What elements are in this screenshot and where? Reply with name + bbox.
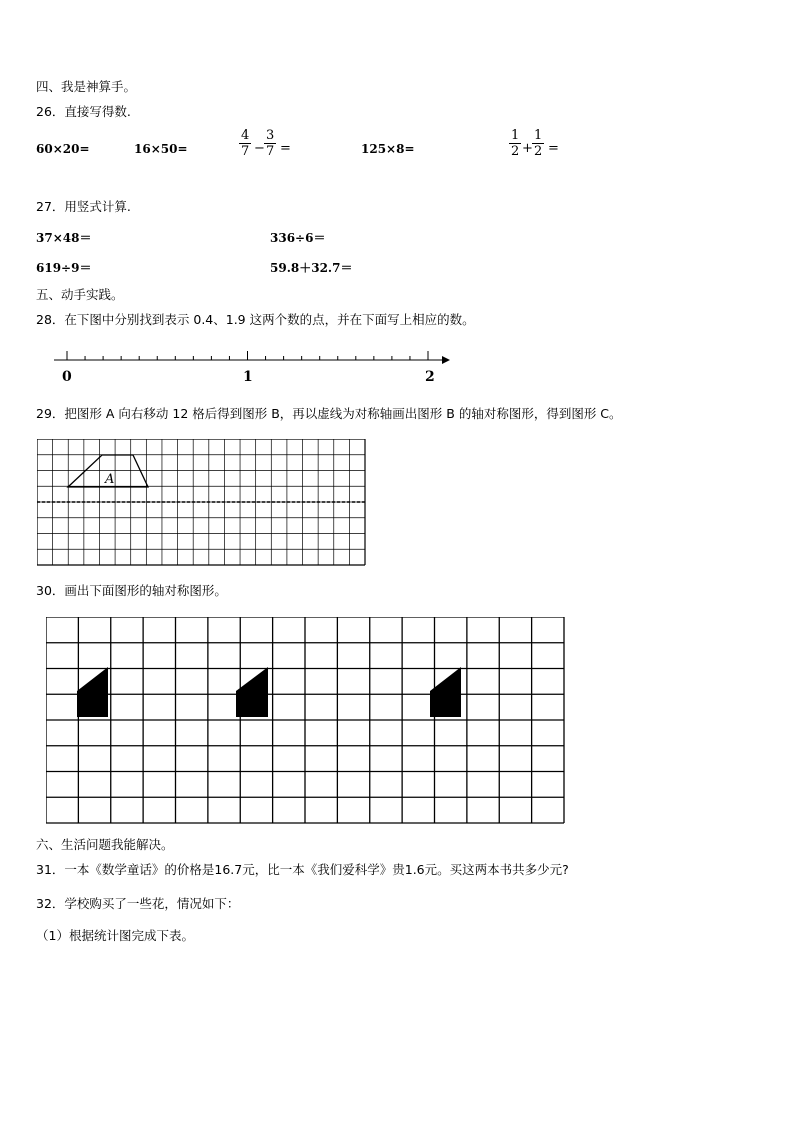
question-29-label: 29．把图形 A 向右移动 12 格后得到图形 B，再以虚线为对称轴画出图形 B 的轴对称图形，得到图形 C。	[36, 406, 622, 421]
denominator: 7	[241, 144, 250, 159]
question-27-label: 27．用竖式计算.	[36, 199, 131, 214]
denominator: 2	[511, 144, 520, 159]
grid-q29	[37, 439, 367, 567]
q26-fraction-2	[264, 128, 276, 159]
tick-label-1: 1	[243, 369, 253, 385]
denominator: 2	[534, 144, 543, 159]
q27-item: 37×48＝	[36, 231, 92, 245]
section-heading: 六、生活问题我能解决。	[36, 837, 174, 852]
numerator: 3	[266, 128, 275, 143]
denominator: 7	[266, 144, 275, 159]
q26-plus-sign: +	[522, 141, 533, 156]
tick-label-2: 2	[425, 369, 435, 385]
numerator: 4	[241, 128, 250, 143]
q26-minus-sign: −	[254, 141, 265, 156]
question-32: 32．学校购买了一些花，情况如下：	[36, 896, 240, 911]
section-heading: 四、我是神算手。	[36, 79, 137, 94]
section-heading: 五、动手实践。	[36, 287, 124, 302]
q26-item-b: 16×50=	[134, 142, 188, 156]
shape-label-a: A	[105, 472, 115, 487]
question-28-label: 28．在下图中分别找到表示 0.4、1.9 这两个数的点，并在下面写上相应的数。	[36, 312, 475, 327]
q26-item-a: 60×20=	[36, 142, 90, 156]
q26-equals-sign: =	[548, 141, 559, 156]
question-31: 31．一本《数学童话》的价格是16.7元，比一本《我们爱科学》贵1.6元。买这两本书共多少元?	[36, 862, 569, 877]
numerator: 1	[511, 128, 520, 143]
shaded-shape	[77, 667, 108, 717]
q27-item: 59.8＋32.7＝	[270, 261, 353, 275]
q27-item: 336÷6＝	[270, 231, 326, 245]
question-26-label: 26．直接写得数.	[36, 104, 131, 119]
q27-item: 619÷9＝	[36, 261, 92, 275]
question-30-label: 30．画出下面图形的轴对称图形。	[36, 583, 227, 598]
q26-fraction-3	[509, 128, 521, 159]
q26-equals-sign: =	[280, 141, 291, 156]
q26-item-d: 125×8=	[361, 142, 415, 156]
tick-label-0: 0	[62, 369, 72, 385]
q26-fraction-4	[532, 128, 544, 159]
grid-q30	[46, 617, 566, 825]
question-32-sub-1: （1）根据统计图完成下表。	[36, 928, 194, 943]
numerator: 1	[534, 128, 543, 143]
q26-fraction-1	[239, 128, 251, 159]
